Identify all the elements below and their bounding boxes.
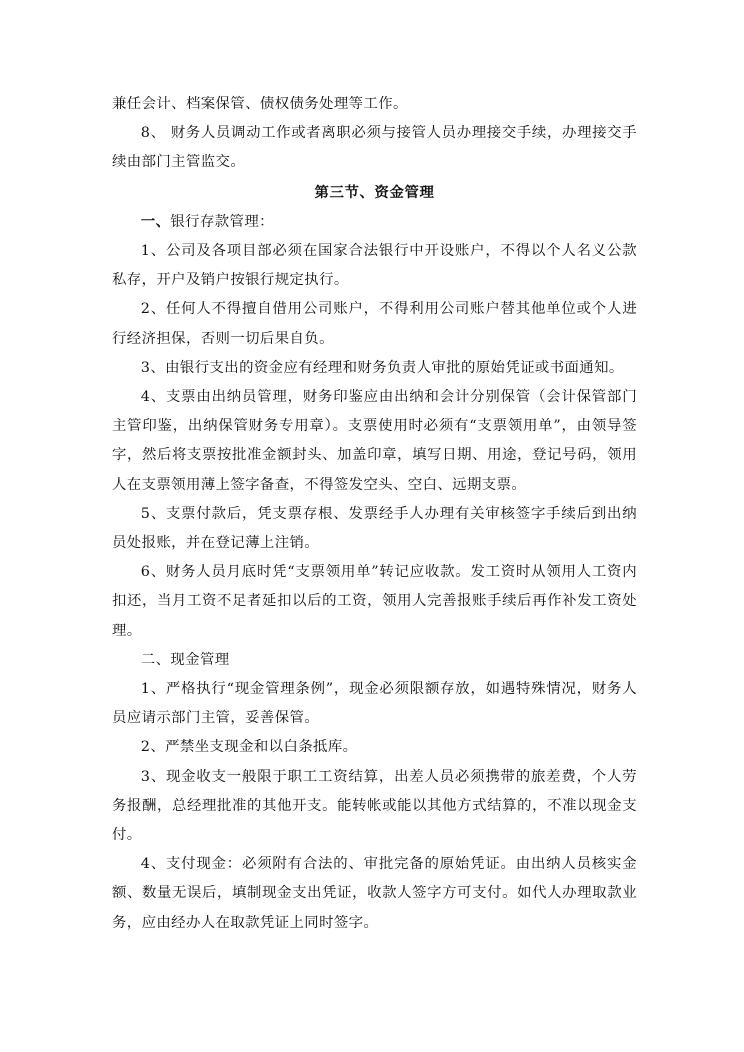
cash-item: 2、严禁坐支现金和以白条抵库。 (140, 739, 358, 756)
bank-item: 2、任何人不得擅自借用公司账户，不得利用公司账户替其他单位或个人进行经济担保，否则一切后果自负。 (112, 301, 637, 347)
bank-deposit-heading (112, 207, 637, 237)
section-title: 第三节、资金管理 (314, 183, 435, 201)
cash-management-heading: 二、现金管理 (140, 651, 230, 668)
bank-item: 4、支票由出纳员管理，财务印鉴应由出纳和会计分别保管（会计保管部门主管印鉴，出纳保管财务专用章）。支票使用时必须有“支票领用单”，由领导签字，然后将支票按批准金额封头、加盖印章，填写日期、用途，登记号码，领用人在支票领用薄上签字备查，不得签发空头、空白、远期支票。 (112, 389, 637, 493)
bank-item: 1、公司及各项目部必须在国家合法银行中开设账户，不得以个人名义公款私存，开户及销户按银行规定执行。 (112, 243, 637, 289)
bank-heading-number: 一、 (140, 212, 171, 230)
bank-item: 6、财务人员月底时凭“支票领用单”转记应收款。发工资时从领用人工资内扣还，当月工资不足者延扣以后的工资，领用人完善报账手续后再作补发工资处理。 (112, 564, 637, 639)
bank-heading-text: 银行存款管理： (170, 213, 274, 230)
cash-item: 4、支付现金：必须附有合法的、审批完备的原始凭证。由出纳人员核实金额、数量无误后，填制现金支出凭证，收款人签字方可支付。如代人办理取款业务，应由经办人在取款凭证上同时签字。 (112, 856, 637, 931)
bank-item: 3、由银行支出的资金应有经理和财务负责人审批的原始凭证或书面通知。 (140, 359, 624, 376)
continuation-paragraph: 兼任会计、档案保管、债权债务处理等工作。 (112, 96, 408, 112)
document-body (112, 90, 637, 938)
paragraph-item-8: 8、 财务人员调动工作或者离职必须与接管人员办理接交手续，办理接交手续由部门主管监交。 (112, 125, 637, 171)
bank-item: 5、支票付款后，凭支票存根、发票经手人办理有关审核签字手续后到出纳员处报账，并在登记薄上注销。 (112, 505, 637, 552)
cash-item: 1、严格执行“现金管理条例”，现金必须限额存放，如遇特殊情况，财务人员应请示部门主管，妥善保管。 (112, 681, 637, 727)
cash-item: 3、现金收支一般限于职工工资结算，出差人员必须携带的旅差费，个人劳务报酬，总经理批准的其他开支。能转帐或能以其他方式结算的，不准以现金支付。 (112, 768, 637, 844)
